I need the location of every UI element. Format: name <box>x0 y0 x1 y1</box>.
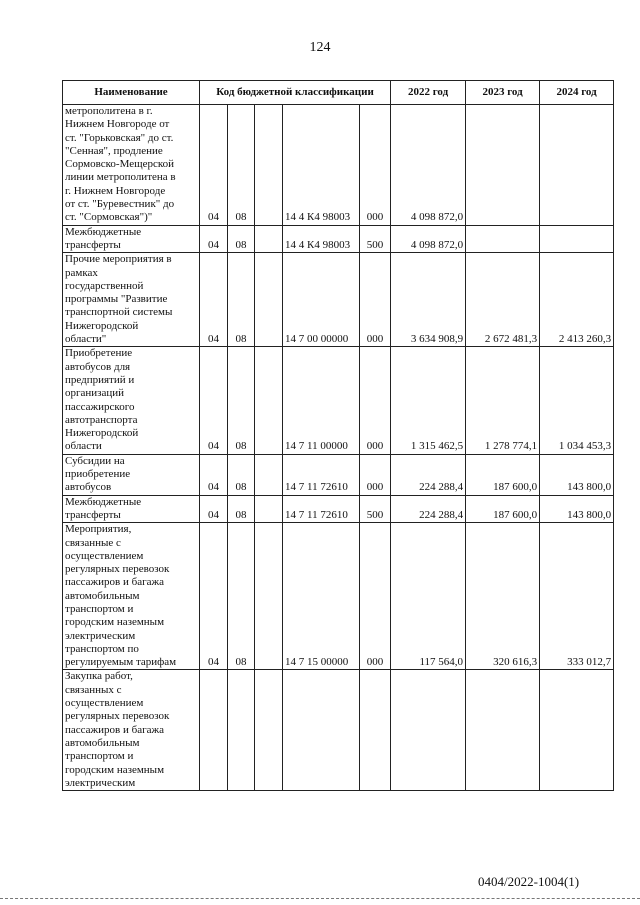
value-2024 <box>540 105 614 226</box>
row-name-line: линии метрополитена в <box>65 171 176 184</box>
row-name-line: г. Нижнем Новгороде <box>65 184 166 197</box>
value-2024: 1 034 453,3 <box>540 347 614 454</box>
row-name-line: осуществлением <box>65 549 144 562</box>
row-name-line: "Сенная", продление <box>65 144 163 157</box>
row-name-line: организаций <box>65 387 125 400</box>
row-name-line: Закупка работ, <box>65 670 133 683</box>
row-name-line: Сормовско-Мещерской <box>65 158 175 171</box>
row-name-line: трансферты <box>65 508 121 521</box>
row-name <box>63 670 200 791</box>
value-2022: 224 288,4 <box>391 454 466 495</box>
code-empty <box>255 495 283 523</box>
code-subsection: 08 <box>228 253 255 347</box>
code-section: 04 <box>200 105 228 226</box>
row-name-line: государственной <box>65 279 144 292</box>
value-2023: 1 278 774,1 <box>466 347 540 454</box>
row-name-line: осуществлением <box>65 697 144 710</box>
value-2023: 187 600,0 <box>466 454 540 495</box>
table-row <box>63 225 614 253</box>
row-name-line: области" <box>65 333 107 346</box>
code-subsection: 08 <box>228 105 255 226</box>
table-row <box>63 347 614 454</box>
header-name: Наименование <box>63 81 200 105</box>
row-name-line: Мероприятия, <box>65 523 132 536</box>
table-header-row <box>63 81 614 105</box>
table-row <box>63 454 614 495</box>
row-name-line: транспортом по <box>65 642 139 655</box>
row-name-line: транспортом и <box>65 750 134 763</box>
value-2022: 4 098 872,0 <box>391 225 466 253</box>
row-name-line: Нижегородской <box>65 427 139 440</box>
value-2022: 224 288,4 <box>391 495 466 523</box>
row-name <box>63 495 200 523</box>
code-empty <box>255 347 283 454</box>
table-row <box>63 670 614 791</box>
code-expense-type <box>360 670 391 791</box>
header-code: Код бюджетной классификации <box>200 81 391 105</box>
row-name-line: программы "Развитие <box>65 293 168 306</box>
header-2022: 2022 год <box>391 81 466 105</box>
row-name-line: электрическим <box>65 776 136 789</box>
budget-table <box>62 80 614 791</box>
row-name-line: Нижегородской <box>65 319 139 332</box>
table-row <box>63 105 614 226</box>
code-subsection: 08 <box>228 523 255 670</box>
code-subsection: 08 <box>228 225 255 253</box>
row-name-line: Межбюджетные <box>65 495 142 508</box>
code-empty <box>255 670 283 791</box>
code-subsection: 08 <box>228 347 255 454</box>
row-name <box>63 454 200 495</box>
code-section: 04 <box>200 523 228 670</box>
code-expense-type: 000 <box>360 523 391 670</box>
value-2024: 143 800,0 <box>540 454 614 495</box>
row-name-line: метрополитена в г. <box>65 105 153 117</box>
code-empty <box>255 454 283 495</box>
code-empty <box>255 523 283 670</box>
code-target-article: 14 7 11 72610 <box>283 495 360 523</box>
value-2024: 2 413 260,3 <box>540 253 614 347</box>
table-body <box>63 105 614 791</box>
code-target-article: 14 7 11 00000 <box>283 347 360 454</box>
row-name-line: транспортом и <box>65 602 134 615</box>
value-2024: 333 012,7 <box>540 523 614 670</box>
code-empty <box>255 253 283 347</box>
page-number: 124 <box>309 40 331 55</box>
row-name-line: Приобретение <box>65 347 133 360</box>
code-expense-type: 500 <box>360 495 391 523</box>
row-name-line: от ст. "Буревестник" до <box>65 198 175 211</box>
code-section: 04 <box>200 347 228 454</box>
code-target-article: 14 4 К4 98003 <box>283 225 360 253</box>
row-name-line: автомобильным <box>65 589 140 602</box>
row-name-line: связанные с <box>65 536 121 549</box>
row-name-line: городским наземным <box>65 763 165 776</box>
row-name <box>63 347 200 454</box>
row-name-line: регулярных перевозок <box>65 710 170 723</box>
code-section <box>200 670 228 791</box>
code-empty <box>255 225 283 253</box>
code-subsection: 08 <box>228 454 255 495</box>
row-name-line: автомобильным <box>65 736 140 749</box>
code-section: 04 <box>200 225 228 253</box>
table-row <box>63 253 614 347</box>
code-section: 04 <box>200 454 228 495</box>
value-2023: 187 600,0 <box>466 495 540 523</box>
row-name-line: приобретение <box>65 468 131 481</box>
row-name-line: Субсидии на <box>65 454 125 467</box>
row-name-line: автобусов для <box>65 360 131 373</box>
code-expense-type: 000 <box>360 253 391 347</box>
bottom-divider <box>0 898 640 899</box>
code-section: 04 <box>200 495 228 523</box>
value-2024: 143 800,0 <box>540 495 614 523</box>
value-2024 <box>540 225 614 253</box>
header-2023: 2023 год <box>466 81 540 105</box>
code-target-article: 14 7 00 00000 <box>283 253 360 347</box>
row-name-line: автотранспорта <box>65 413 138 426</box>
code-expense-type: 000 <box>360 347 391 454</box>
row-name-line: связанных с <box>65 683 122 696</box>
code-subsection: 08 <box>228 495 255 523</box>
row-name-line: Межбюджетные <box>65 225 142 238</box>
row-name-line: предприятий и <box>65 373 135 386</box>
code-expense-type: 500 <box>360 225 391 253</box>
row-name-line: автобусов <box>65 481 112 494</box>
row-name <box>63 225 200 253</box>
value-2022 <box>391 670 466 791</box>
value-2022: 4 098 872,0 <box>391 105 466 226</box>
row-name-line: пассажирского <box>65 400 135 413</box>
document-code: 0404/2022-1004(1) <box>478 874 580 889</box>
code-expense-type: 000 <box>360 454 391 495</box>
value-2022: 3 634 908,9 <box>391 253 466 347</box>
code-empty <box>255 105 283 226</box>
code-target-article: 14 4 К4 98003 <box>283 105 360 226</box>
table-row <box>63 523 614 670</box>
code-target-article: 14 7 15 00000 <box>283 523 360 670</box>
value-2023: 2 672 481,3 <box>466 253 540 347</box>
value-2023 <box>466 225 540 253</box>
row-name-line: Нижнем Новгороде от <box>65 118 170 131</box>
row-name-line: пассажиров и багажа <box>65 723 164 736</box>
value-2023 <box>466 105 540 226</box>
value-2022: 117 564,0 <box>391 523 466 670</box>
row-name <box>63 253 200 347</box>
row-name-line: пассажиров и багажа <box>65 576 164 589</box>
code-subsection <box>228 670 255 791</box>
row-name-line: регулярных перевозок <box>65 563 170 576</box>
code-target-article <box>283 670 360 791</box>
row-name-line: ст. "Горьковская" до ст. <box>65 131 174 144</box>
row-name <box>63 523 200 670</box>
row-name-line: регулируемым тарифам <box>65 656 177 669</box>
code-section: 04 <box>200 253 228 347</box>
row-name-line: рамках <box>65 266 98 279</box>
value-2024 <box>540 670 614 791</box>
row-name-line: Прочие мероприятия в <box>65 253 172 266</box>
value-2022: 1 315 462,5 <box>391 347 466 454</box>
row-name-line: транспортной системы <box>65 306 173 319</box>
header-2024: 2024 год <box>540 81 614 105</box>
value-2023: 320 616,3 <box>466 523 540 670</box>
code-expense-type: 000 <box>360 105 391 226</box>
row-name-line: трансферты <box>65 238 121 251</box>
value-2023 <box>466 670 540 791</box>
row-name-line: области <box>65 440 102 453</box>
row-name <box>63 105 200 226</box>
row-name-line: городским наземным <box>65 616 165 629</box>
row-name-line: электрическим <box>65 629 136 642</box>
table-row <box>63 495 614 523</box>
code-target-article: 14 7 11 72610 <box>283 454 360 495</box>
row-name-line: ст. "Сормовская")" <box>65 211 153 224</box>
